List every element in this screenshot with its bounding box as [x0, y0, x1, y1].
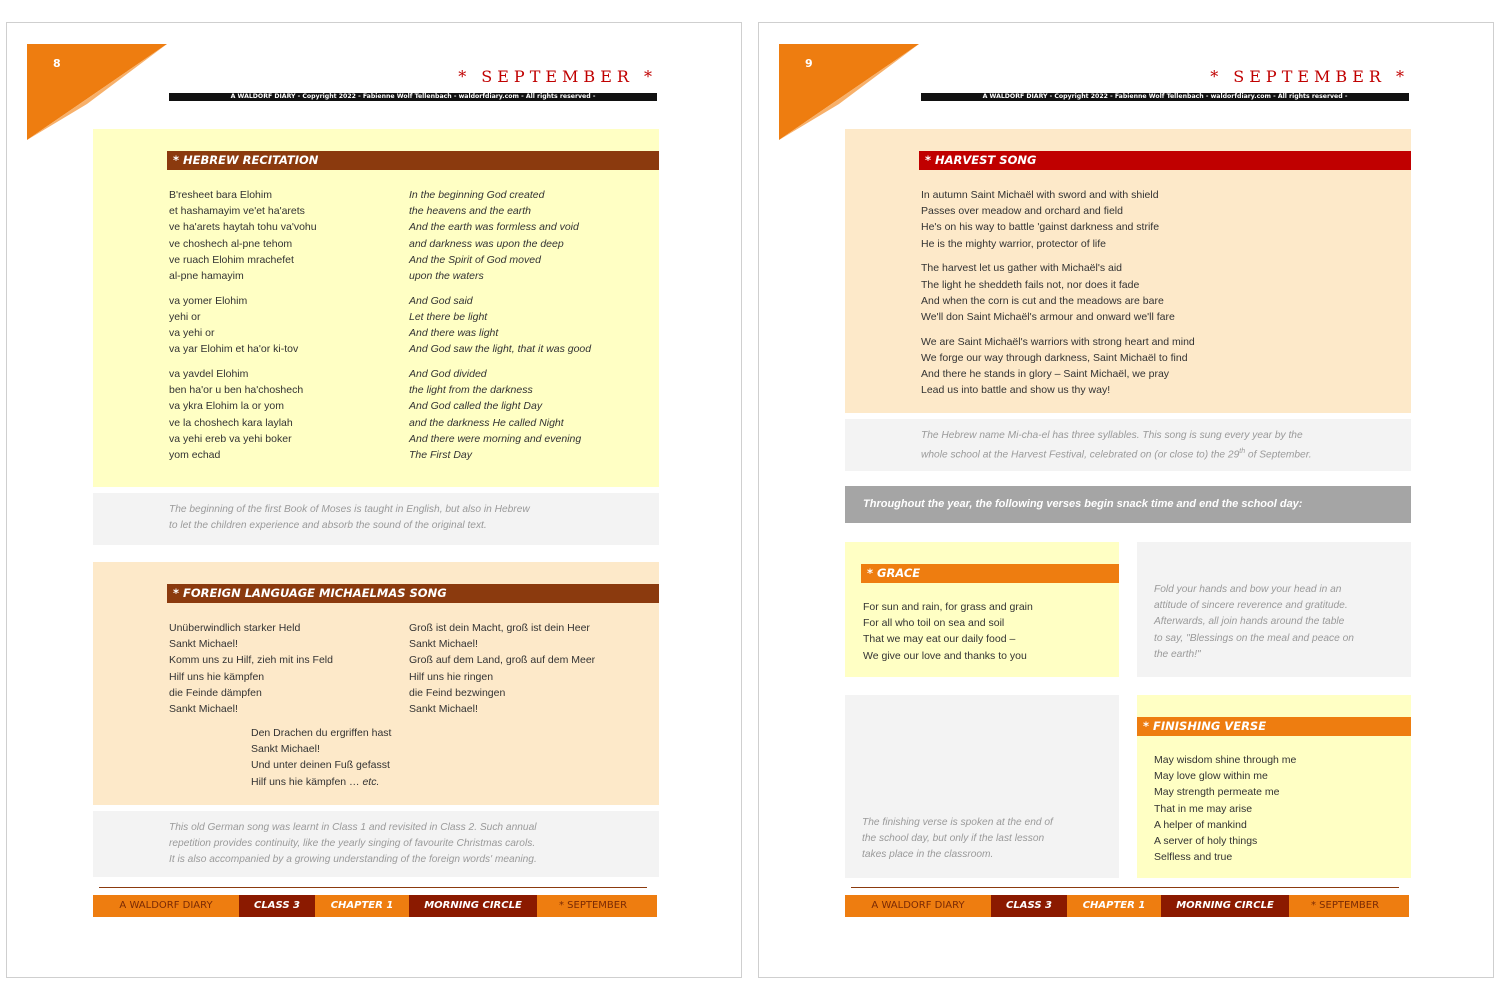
grace-note-box: [1137, 542, 1411, 677]
verse-line: The light he sheddeth fails not, nor does it fade: [921, 278, 1140, 291]
page-number: 8: [53, 57, 61, 70]
footer-diary: A WALDORF DIARY: [871, 900, 965, 911]
section-heading: * GRACE: [861, 564, 1119, 583]
footer-chapter: CHAPTER 1: [330, 900, 394, 911]
english-translation-column: [409, 187, 591, 463]
page-month: * SEPTEMBER *: [1210, 67, 1409, 86]
verse-line: And the earth was formless and void: [409, 221, 579, 234]
verse-line: ben ha'or u ben ha'choshech: [169, 384, 304, 397]
stanza-gap: [409, 284, 591, 293]
verse-line: And God saw the light, that it was good: [409, 343, 592, 356]
page-month: * SEPTEMBER *: [458, 67, 657, 86]
footer-class: CLASS 3: [239, 895, 315, 917]
page-9: [758, 22, 1494, 978]
verse-line: Lead us into battle and show us thy way!: [921, 384, 1111, 397]
hebrew-recitation-section: [93, 129, 659, 487]
finishing-verse-section: [1137, 695, 1411, 878]
verse-line: The harvest let us gather with Michaël's aid: [921, 262, 1123, 275]
verse-line: and darkness was upon the deep: [409, 237, 564, 250]
verse-line: In autumn Saint Michaël with sword and with shield: [921, 189, 1159, 201]
verse-line: va yehi ereb va yehi boker: [169, 432, 292, 445]
hebrew-note: The beginning of the first Book of Moses is taught in English, but also in Hebrew to let the children experience and absorb the sound of the original text.: [169, 504, 530, 532]
verse-line: The First Day: [409, 449, 473, 462]
hebrew-note-box: [93, 493, 659, 545]
verse-line: yehi or: [169, 310, 201, 323]
finishing-note: The finishing verse is spoken at the end of the school day, but only if the last lesson takes place in the classroom.: [862, 817, 1053, 861]
corner-decoration-icon: [779, 44, 919, 140]
grace-note: Fold your hands and bow your head in an attitude of sincere reverence and gratitude. Afterwards, all join hands around the table to say, "Blessings on the meal and peace on the earth!": [1154, 584, 1354, 660]
verse-line: et hashamayim ve'et ha'arets: [169, 205, 305, 218]
section-heading: * HEBREW RECITATION: [167, 151, 659, 170]
stanza-gap: [921, 325, 1195, 334]
hebrew-text-column: [169, 187, 317, 463]
footer-month: * SEPTEMBER: [558, 900, 628, 911]
verse-line: B'resheet bara Elohim: [169, 189, 272, 201]
verse-line: And the Spirit of God moved: [409, 253, 541, 266]
verse-line: and the darkness He called Night: [409, 416, 564, 429]
stanza-gap: [409, 358, 591, 367]
verse-line: He is the mighty warrior, protector of life: [921, 237, 1106, 250]
verse-line: In the beginning God created: [409, 189, 545, 201]
verse-line: And God divided: [409, 368, 487, 381]
page-footer: [93, 895, 657, 917]
verse-line: And God called the light Day: [409, 400, 543, 413]
verse-line: va yavdel Elohim: [169, 368, 249, 381]
grace-text: For sun and rain, for grass and grain For all who toil on sea and soil That we may eat our daily food – We give our love and thanks to you: [863, 601, 1033, 662]
verse-line: Let there be light: [409, 310, 488, 323]
foreign-song-note: This old German song was learnt in Class 1 and revisited in Class 2. Such annual repetition provides continuity, like the yearly singing of favourite Christmas carols. It is also accompanied by a growing understanding of the foreign words' meaning.: [169, 822, 537, 866]
verse-line: We'll don Saint Michaël's armour and onward we'll fare: [921, 310, 1175, 323]
page-number: 9: [805, 57, 813, 70]
verse-line: And there were morning and evening: [409, 432, 582, 445]
verse-line: yom echad: [169, 449, 221, 462]
verse-line: va yomer Elohim: [169, 294, 248, 307]
footer-month: * SEPTEMBER: [1310, 900, 1380, 911]
song-verse-2: Groß ist dein Macht, groß ist dein Heer Sankt Michael! Groß auf dem Land, groß auf dem Meer Hilf uns hie ringen die Feind bezwingen Sankt Michael!: [409, 622, 596, 716]
stanza-gap: [169, 358, 317, 367]
song-verse-1: Unüberwindlich starker Held Sankt Michael! Komm uns zu Hilf, zieh mit ins Feld Hilf uns hie kämpfen die Feinde dämpfen Sankt Michael!: [169, 622, 333, 716]
footer-circle: MORNING CIRCLE: [1161, 895, 1289, 917]
stanza-gap: [921, 252, 1195, 261]
stanza-gap: [169, 284, 317, 293]
harvest-song-text: [921, 187, 1195, 398]
verse-line: We are Saint Michaël's warriors with strong heart and mind: [921, 335, 1195, 348]
footer-chapter: CHAPTER 1: [1082, 900, 1146, 911]
verse-line: And there he stands in glory – Saint Michaël, we pray: [921, 368, 1170, 381]
verse-line: ve la choshech kara laylah: [169, 416, 293, 429]
verse-line: And God said: [409, 294, 473, 307]
finishing-verse-text: May wisdom shine through me May love glow within me May strength permeate me That in me may arise A helper of mankind A server of holy things Selfless and true: [1154, 754, 1297, 864]
footer-diary: A WALDORF DIARY: [119, 900, 213, 911]
verse-line: the heavens and the earth: [409, 205, 532, 218]
foreign-song-note-box: [93, 811, 659, 877]
footer-class: CLASS 3: [991, 895, 1067, 917]
section-heading: * HARVEST SONG: [919, 151, 1411, 170]
harvest-note-box: [845, 419, 1411, 471]
page-8: [6, 22, 742, 978]
verse-line: the light from the darkness: [409, 384, 533, 397]
verses-banner: Throughout the year, the following verses begin snack time and end the school day:: [845, 486, 1411, 523]
verse-line: ve ha'arets haytah tohu va'vohu: [169, 221, 317, 234]
verse-line: And when the corn is cut and the meadows are bare: [921, 294, 1164, 307]
grace-section: [845, 542, 1119, 677]
copyright-bar: A WALDORF DIARY - Copyright 2022 - Fabienne Wolf Tellenbach - waldorfdiary.com - All rights reserved -: [169, 93, 657, 101]
harvest-song-section: [845, 129, 1411, 413]
verse-line: upon the waters: [409, 270, 484, 283]
verse-line: al-pne hamayim: [169, 270, 244, 283]
verse-line: We forge our way through darkness, Saint Michaël to find: [921, 351, 1188, 364]
foreign-song-section: [93, 562, 659, 805]
verse-line: va yar Elohim et ha'or ki-tov: [169, 343, 299, 356]
verse-line: Passes over meadow and orchard and field: [921, 205, 1123, 218]
verse-line: va yehi or: [169, 327, 215, 340]
footer-circle: MORNING CIRCLE: [409, 895, 537, 917]
section-heading: * FINISHING VERSE: [1137, 717, 1411, 736]
harvest-note: The Hebrew name Mi-cha-el has three syllables. This song is sung every year by the whole school at the Harvest Festival, celebrated on (or close to) the 29th of September.: [921, 430, 1312, 461]
footer-rule: [99, 887, 647, 888]
page-footer: [845, 895, 1409, 917]
footer-rule: [851, 887, 1399, 888]
verse-line: va ykra Elohim la or yom: [169, 400, 284, 413]
verse-line: ve choshech al-pne tehom: [169, 237, 293, 250]
section-heading: * FOREIGN LANGUAGE MICHAELMAS SONG: [167, 584, 659, 603]
verse-line: And there was light: [409, 327, 499, 340]
verse-line: He's on his way to battle 'gainst darkness and strife: [921, 221, 1160, 234]
copyright-bar: A WALDORF DIARY - Copyright 2022 - Fabienne Wolf Tellenbach - waldorfdiary.com - All rights reserved -: [921, 93, 1409, 101]
finishing-note-box: [845, 695, 1119, 878]
song-verse-3: Den Drachen du ergriffen hast Sankt Michael! Und unter deinen Fuß gefasst Hilf uns hie kämpfen … etc.: [251, 727, 392, 788]
verse-line: ve ruach Elohim mrachefet: [169, 253, 294, 266]
corner-decoration-icon: [27, 44, 167, 140]
